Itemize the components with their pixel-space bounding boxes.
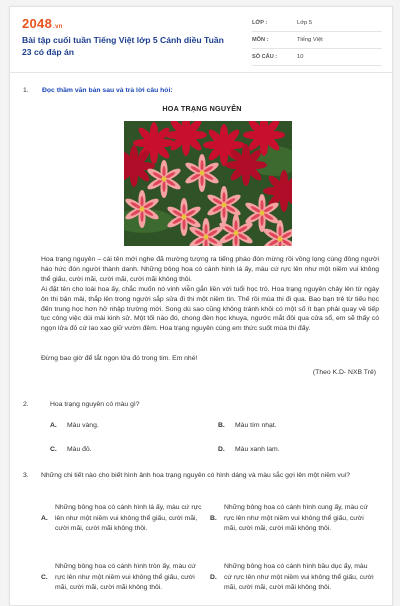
option-letter: A. [50,422,57,429]
option-letter: B. [210,515,217,523]
meta-row-subject [252,32,382,49]
option-letter: C. [50,446,57,453]
answer-option-b[interactable] [210,503,374,535]
option-letter: D. [218,446,225,453]
answer-option-a[interactable] [41,503,205,535]
meta-value: Lớp 5 [297,20,313,26]
answer-option-d[interactable] [218,446,280,453]
passage-source: (Theo K.D- NXB Trẻ) [312,369,376,376]
meta-row-count [252,49,382,66]
question-text: Những chi tiết nào cho biết hình ảnh hoa trạng nguyên có hình dáng và màu sắc gợi lên một niềm vui? [41,472,351,479]
meta-key: MÔN : [252,37,269,43]
question-number: 1. [23,87,29,94]
logo-main: 2048 [22,16,53,31]
passage-paragraph: Đừng bao giờ để tắt ngọn lửa đó trong tim. Em nhé! [41,355,198,362]
answer-option-a[interactable] [50,422,99,429]
passage-title: HOA TRẠNG NGUYÊN [162,104,242,113]
meta-table [252,15,382,66]
option-text: Màu đỏ. [67,446,92,453]
answer-option-c[interactable] [41,562,205,594]
passage-paragraph: Ai đặt tên cho loài hoa ấy, chắc muốn nó vinh viễn gắn liền với tuổi học trò. Hoa trạng nguyên chảy lên từ ngày ôn thi bận mải, thắp lên trong người sắp sửa đi thi một niềm tin. Thế rồi mùa thi đi qua. Bao bạn trẻ từ tiếu học đến trung học hơn hở nhập trường mới. Song dù sao cũng không tránh khỏi có một số ít bạn phải quay về tiếp tục công việc dùi mài kinh sử. Một tối nào đó, chong đèn học khuya, ngước mắt đôi qua cửa sổ, em sẽ thấy có ngọn lửa đỏ cứ lao xao giữ vườn đêm. Hoa trạng nguyên cùng em thức suốt mùa thi đấy. [41,286,379,333]
poinsettia-photo [124,121,292,246]
option-text: Màu xanh lam. [235,446,280,453]
meta-row-class [252,15,382,32]
option-text: Màu vàng. [67,422,99,429]
worksheet-page [9,6,393,606]
document-title: Bài tập cuối tuần Tiếng Việt lớp 5 Cánh diều Tuần 23 có đáp án [22,35,224,57]
option-letter: A. [41,515,48,523]
meta-value: Tiếng Việt [297,37,323,43]
option-letter: D. [210,574,217,582]
passage-paragraph: Hoa trạng nguyên – cái tên mới nghe đã mường tượng ra tiếng pháo đón mừng rồi vồng lọng cùng đông người háo hức đón người thành danh. Những bông hoa có cánh hình lá ấy, màu cứ rực lên như một niềm vui không thể giấu, cười mãi, cười mãi, cười mãi không thôi. [41,256,379,283]
answer-option-d[interactable] [210,562,374,594]
answer-option-b[interactable] [218,422,277,429]
option-text: Những bông hoa có cánh hình tròn ấy, màu cứ rực lên như một niềm vui không thể giấu, cười mãi, cười mãi, cười mãi không thôi. [55,563,196,591]
question-number: 2. [23,401,29,408]
option-letter: C. [41,574,48,582]
meta-key: LỚP : [252,20,268,26]
option-letter: B. [218,422,225,429]
worksheet-header [10,7,392,73]
site-logo[interactable] [22,16,63,31]
question-number: 3. [23,472,29,479]
option-text: Những bông hoa có cánh hình bầu dục ấy, màu cứ rực lên như một niềm vui không thể giấu, cười mãi, cười mãi, cười mãi không thôi. [224,563,374,591]
option-text: Những bông hoa có cánh hình lá ấy, màu cứ rực lên như một niềm vui không thể giấu, cười mãi, cười mãi, cười mãi không thôi. [55,504,202,532]
question-text: Hoa trạng nguyên có màu gì? [50,401,140,408]
option-text: Màu tím nhạt. [235,422,277,429]
answer-option-c[interactable] [50,446,92,453]
option-text: Những bông hoa có cánh hình cung ấy, màu cứ rực lên như một niềm vui không thể giấu, cười mãi, cười mãi, cười mãi không thôi. [224,504,368,532]
poinsettia-image [124,121,292,246]
logo-sub: .vn [53,24,63,30]
meta-key: SỐ CÂU : [252,54,278,60]
meta-value: 10 [297,54,304,60]
question-instruction: Đọc thầm văn bản sau và trả lời câu hỏi: [42,87,173,94]
